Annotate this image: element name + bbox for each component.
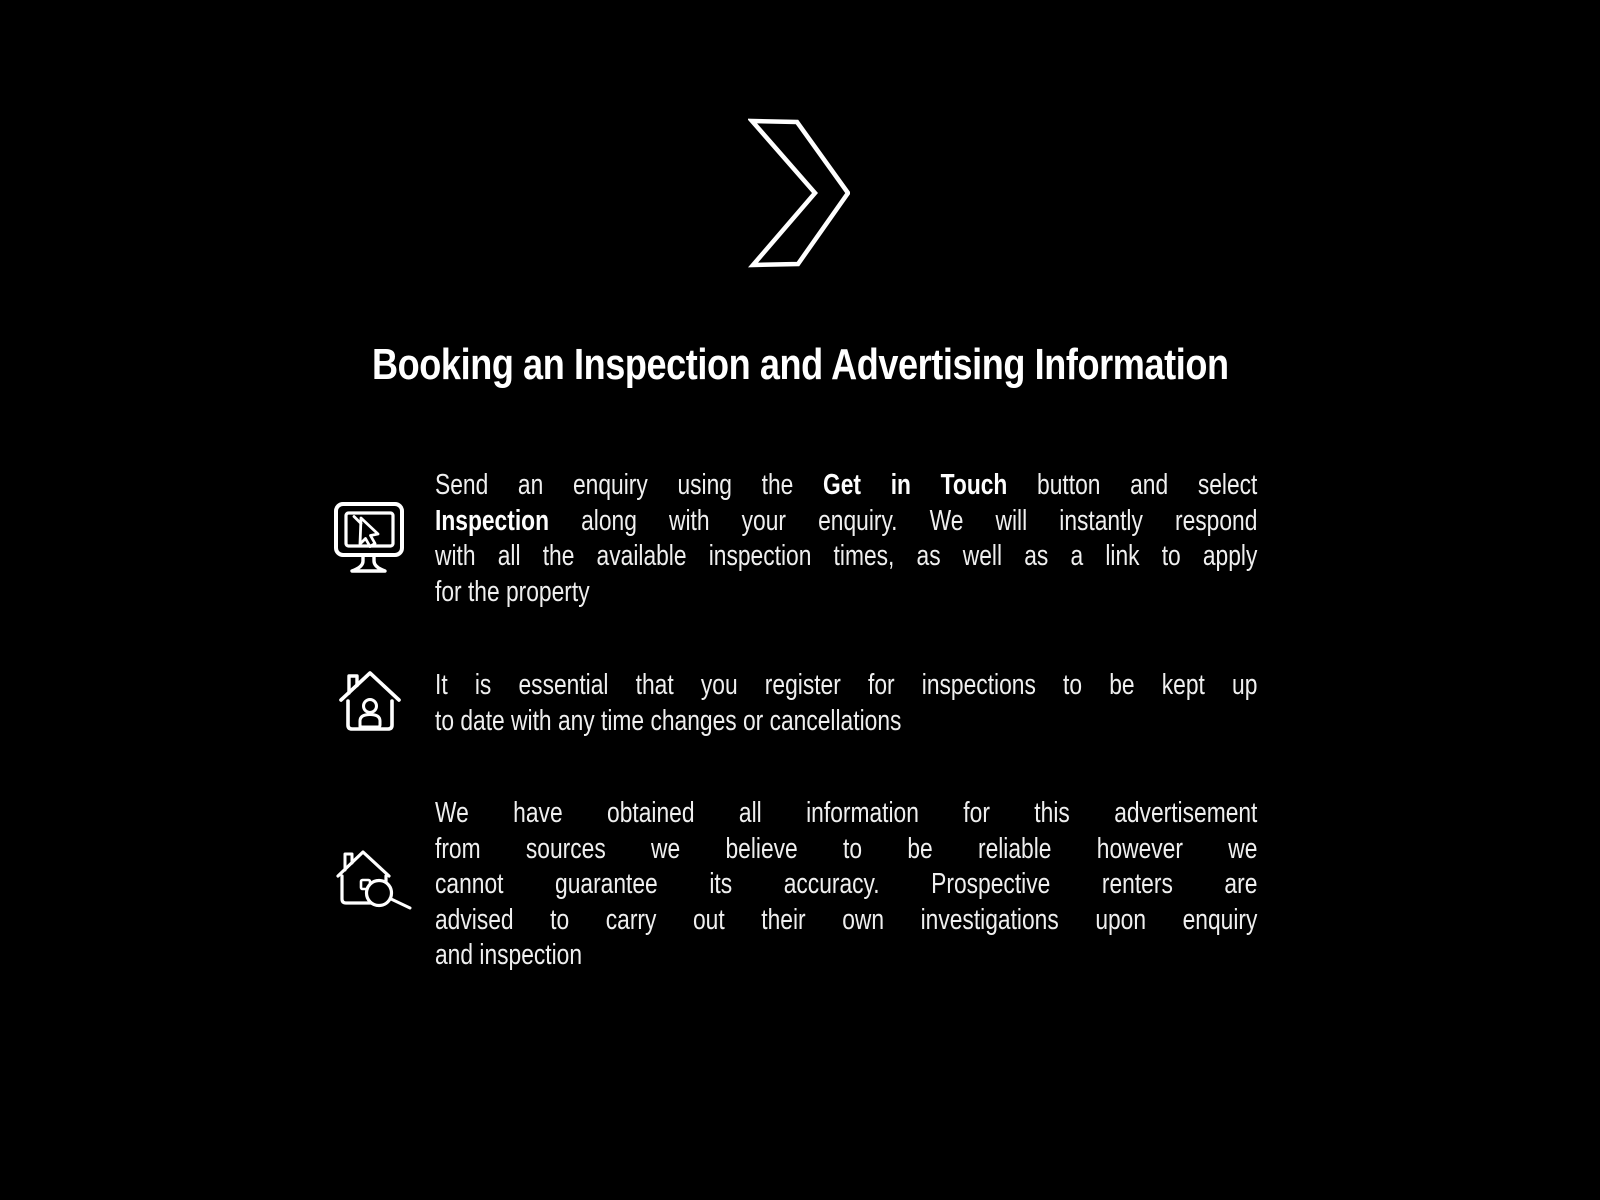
text-line: for the property [435, 575, 590, 608]
text-line: It is essential that you register for inspections to be kept up [435, 669, 1258, 701]
house-person-icon [339, 670, 401, 732]
text-line: advised to carry out their own investigations upon enquiry [435, 903, 1258, 936]
monitor-cursor-icon [334, 502, 404, 574]
page-title: Booking an Inspection and Advertising Information [371, 340, 1229, 389]
text-line: with all the available inspection times, as well as a link to apply [435, 540, 1258, 572]
bullet-text-disclaimer [435, 796, 1257, 974]
text-line: and inspection [435, 939, 583, 971]
chevron-right-icon [748, 117, 850, 269]
text-line: from sources we believe to be reliable however we [435, 832, 1258, 865]
text-line: cannot guarantee its accuracy. Prospective renters are [435, 868, 1258, 900]
bullet-text-enquiry [435, 468, 1257, 610]
house-search-icon [336, 848, 414, 912]
text-line: We have obtained all information for this advertisement [435, 797, 1258, 829]
text-line: Send an enquiry using the Get in Touch button and select [435, 469, 1258, 501]
text-line: to date with any time changes or cancellations [435, 704, 902, 737]
bullet-text-register [435, 668, 1257, 739]
text-line: Inspection along with your enquiry. We will instantly respond [435, 504, 1258, 537]
